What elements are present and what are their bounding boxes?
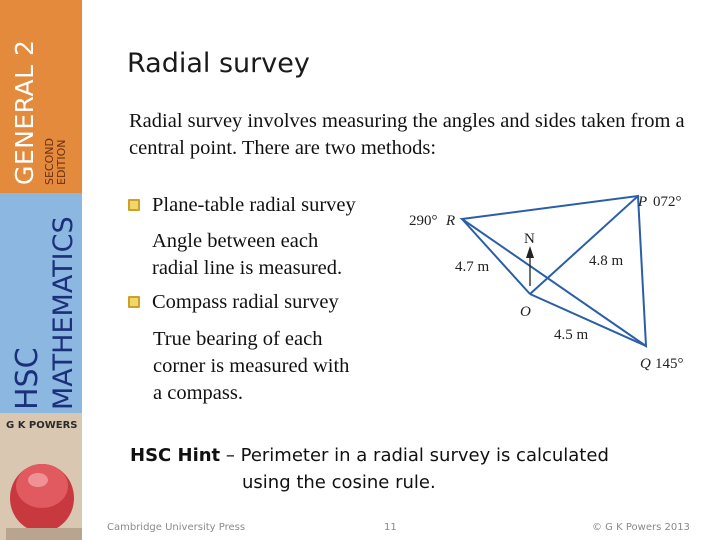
- hint-text-line-2: using the cosine rule.: [242, 472, 436, 493]
- length-op-label: 4.8 m: [589, 253, 624, 269]
- hint-label: HSC Hint: [130, 445, 221, 466]
- method-2-detail-line-2: corner is measured with: [153, 355, 350, 377]
- cover-hsc: HSC: [10, 347, 45, 410]
- bullet-icon: [128, 199, 140, 211]
- length-oq-label: 4.5 m: [554, 327, 589, 343]
- hsc-hint: [130, 442, 690, 496]
- footer-publisher: Cambridge University Press: [107, 522, 246, 533]
- cover-edition: SECOND EDITION: [43, 138, 68, 185]
- method-1-label: Plane-table radial survey: [152, 194, 356, 216]
- method-1-detail-line-1: Angle between each: [152, 230, 319, 252]
- point-r-label: R: [446, 213, 456, 229]
- north-arrow-icon: [526, 246, 534, 258]
- intro-paragraph: Radial survey involves measuring the angles and sides taken from a central point. There are two methods:: [129, 110, 685, 159]
- bullet-icon: [128, 296, 140, 308]
- footer-copyright: © G K Powers 2013: [592, 522, 690, 533]
- cover-artwork-icon: [6, 436, 82, 540]
- bearing-r-label: 290°: [409, 213, 438, 229]
- method-2-label: Compass radial survey: [152, 291, 339, 313]
- radial-line-or: [462, 219, 530, 294]
- cover-subject: MATHEMATICS: [48, 216, 79, 410]
- point-p-label: P: [638, 194, 648, 210]
- method-1-detail-line-2: radial line is measured.: [152, 257, 343, 279]
- north-label: N: [524, 231, 535, 247]
- footer-page-number: 11: [384, 522, 397, 533]
- method-2-detail-line-3: a compass.: [153, 382, 243, 404]
- point-q-label: Q: [640, 356, 651, 372]
- center-point-label: O: [520, 304, 531, 320]
- hint-text-line-1: – Perimeter in a radial survey is calculated: [220, 445, 609, 466]
- book-cover-spine: [0, 0, 82, 540]
- bearing-q-label: 145°: [655, 356, 684, 372]
- method-2-detail-line-1: True bearing of each: [153, 328, 323, 350]
- slide-title: Radial survey: [127, 48, 310, 79]
- radial-line-op: [530, 196, 638, 294]
- cover-author: G K POWERS: [6, 420, 78, 431]
- length-or-label: 4.7 m: [455, 259, 490, 275]
- radial-survey-diagram: [400, 186, 700, 386]
- cover-series-title: GENERAL 2: [10, 39, 39, 185]
- bearing-p-label: 072°: [653, 194, 682, 210]
